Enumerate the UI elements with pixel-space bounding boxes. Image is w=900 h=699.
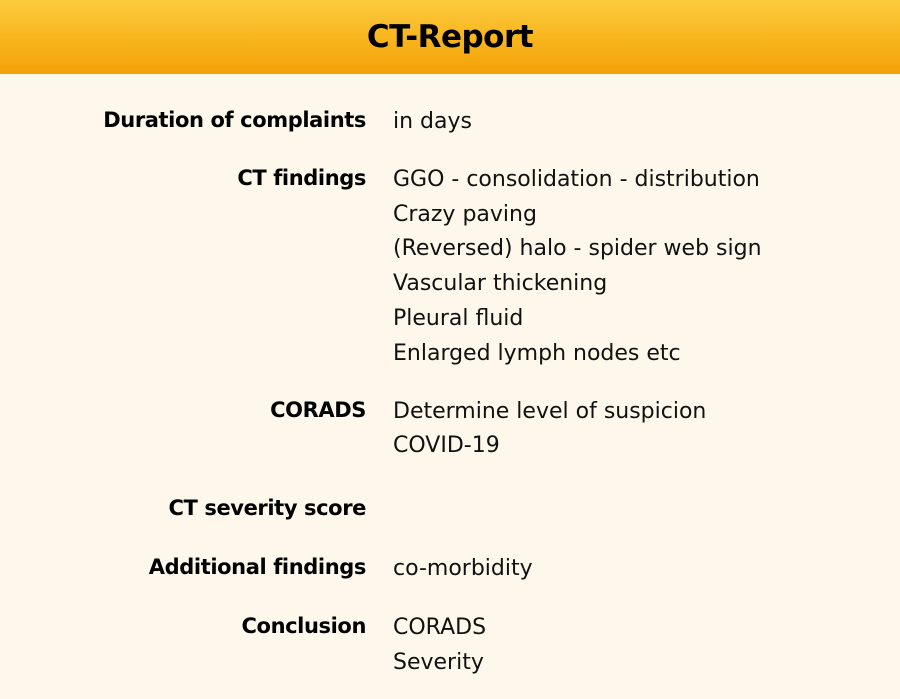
row-label: CORADS (270, 397, 366, 422)
row-value: co-morbidity (393, 555, 533, 581)
row-value: Severity (393, 649, 484, 675)
row-value: Enlarged lymph nodes etc (393, 340, 681, 366)
row-value: Vascular thickening (393, 271, 608, 297)
report-header (0, 0, 900, 74)
row-ct-severity-score (0, 493, 900, 528)
row-values (393, 105, 472, 140)
row-value: Determine level of suspicion (393, 398, 707, 424)
row-value: GGO - consolidation - distribution (393, 166, 760, 192)
row-value: Crazy paving (393, 201, 537, 227)
row-duration-of-complaints (0, 105, 900, 140)
row-values (393, 611, 486, 681)
row-value: (Reversed) halo - spider web sign (393, 236, 762, 262)
row-values (393, 395, 706, 465)
row-additional-findings (0, 552, 900, 587)
row-value: Pleural fluid (393, 305, 524, 331)
row-value: in days (393, 109, 472, 134)
report-title: CT-Report (366, 19, 534, 55)
row-value: COVID-19 (393, 433, 500, 459)
row-label: Duration of complaints (103, 108, 366, 132)
row-ct-findings (0, 163, 900, 372)
row-value: CORADS (393, 614, 487, 640)
report-body (0, 74, 900, 680)
row-conclusion (0, 611, 900, 681)
row-values (393, 163, 762, 372)
row-label: CT findings (237, 165, 366, 190)
row-corads (0, 395, 900, 465)
row-label: Additional findings (148, 554, 366, 579)
row-label: CT severity score (168, 496, 366, 521)
row-values (393, 552, 533, 587)
row-label: Conclusion (241, 613, 366, 638)
